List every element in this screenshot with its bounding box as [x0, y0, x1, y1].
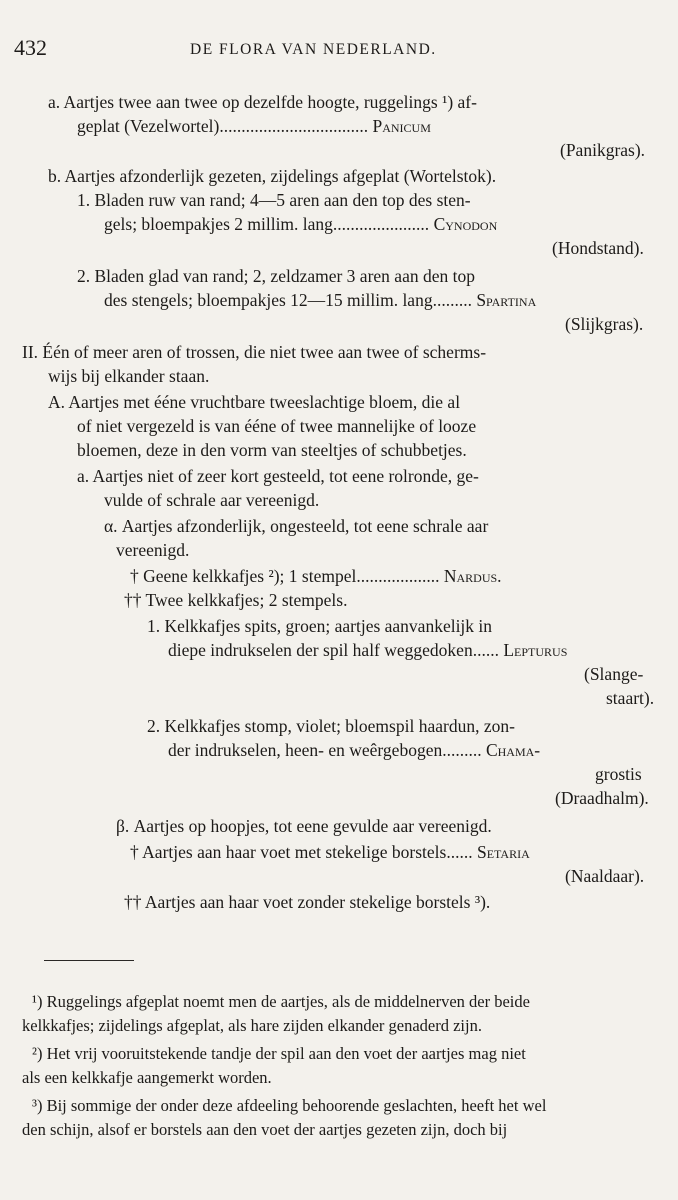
key-text: staart). — [606, 688, 655, 708]
footnote-rule — [44, 960, 134, 961]
key-line — [116, 538, 678, 562]
key-text: (Hondstand). — [552, 238, 644, 258]
key-line — [560, 138, 678, 162]
key-text: 1. Kelkkafjes spits, groen; aartjes aanvankelijk in — [147, 616, 493, 636]
key-text: grostis — [595, 764, 642, 784]
key-text: vereenigd. — [116, 540, 190, 560]
key-line — [147, 614, 678, 638]
genus-name: Nardus. — [439, 566, 502, 586]
key-text: (Naaldaar). — [565, 866, 645, 886]
key-line — [595, 762, 678, 786]
running-title: DE FLORA VAN NEDERLAND. — [190, 41, 437, 58]
key-text: 1. Bladen ruw van rand; 4—5 aren aan den top des sten- — [77, 190, 471, 210]
key-line — [48, 90, 678, 114]
key-line — [48, 390, 678, 414]
key-line — [130, 564, 678, 588]
key-line — [77, 464, 678, 488]
genus-name: Cynodon — [429, 214, 498, 234]
key-text: II. Één of meer aren of trossen, die niet twee aan twee of scherms- — [22, 342, 487, 362]
key-text: †† Twee kelkkafjes; 2 stempels. — [124, 590, 348, 610]
footnote-line — [22, 1066, 678, 1090]
key-line — [565, 864, 678, 888]
key-text: gels; bloempakjes 2 millim. lang...................... — [104, 214, 430, 234]
key-text: α. Aartjes afzonderlijk, ongesteeld, tot eene schrale aar — [104, 516, 489, 536]
key-line — [104, 288, 678, 312]
genus-name: Spartina — [471, 290, 537, 310]
key-line — [77, 414, 678, 438]
key-line — [48, 164, 678, 188]
key-text: † Aartjes aan haar voet met stekelige borstels...... — [130, 842, 473, 862]
key-line — [77, 438, 678, 462]
footnote-line — [32, 1042, 678, 1066]
key-line — [147, 714, 678, 738]
footnote-text: ¹) Ruggelings afgeplat noemt men de aartjes, als de middelnerven der beide — [32, 992, 530, 1011]
key-line — [77, 114, 678, 138]
key-text: (Slange- — [584, 664, 644, 684]
key-line — [104, 212, 678, 236]
key-text: des stengels; bloempakjes 12—15 millim. lang......... — [104, 290, 472, 310]
key-line — [104, 514, 678, 538]
key-line — [77, 188, 678, 212]
key-text: (Draadhalm). — [555, 788, 649, 808]
footnote-text: ²) Het vrij vooruitstekende tandje der spil aan den voet der aartjes mag niet — [32, 1044, 526, 1063]
key-line — [116, 814, 678, 838]
page-number: 432 — [14, 35, 47, 60]
key-text: wijs bij elkander staan. — [48, 366, 210, 386]
key-line — [584, 662, 678, 686]
key-line — [124, 588, 678, 612]
key-text: (Panikgras). — [560, 140, 646, 160]
key-line — [22, 340, 678, 364]
key-text: bloemen, deze in den vorm van steeltjes of schubbetjes. — [77, 440, 467, 460]
key-line — [48, 364, 678, 388]
key-text: der indrukselen, heen- en weêrgebogen......... — [168, 740, 482, 760]
genus-name: Panicum — [368, 116, 431, 136]
key-text: of niet vergezeld is van ééne of twee mannelijke of looze — [77, 416, 477, 436]
key-line — [555, 786, 678, 810]
key-text: A. Aartjes met ééne vruchtbare tweeslachtige bloem, die al — [48, 392, 461, 412]
key-text: 2. Kelkkafjes stomp, violet; bloemspil haardun, zon- — [147, 716, 515, 736]
footnote-text: ³) Bij sommige der onder deze afdeeling behoorende geslachten, heeft het wel — [32, 1096, 547, 1115]
footnote-text: als een kelkkafje aangemerkt worden. — [22, 1068, 272, 1087]
key-line — [124, 890, 678, 914]
key-text: † Geene kelkkafjes ²); 1 stempel................... — [130, 566, 440, 586]
key-text: diepe indrukselen der spil half weggedoken...... — [168, 640, 499, 660]
footnote-text: kelkkafjes; zijdelings afgeplat, als hare zijden elkander genaderd zijn. — [22, 1016, 482, 1035]
key-text: (Slijkgras). — [565, 314, 644, 334]
key-line — [552, 236, 678, 260]
key-text: b. Aartjes afzonderlijk gezeten, zijdelings afgeplat (Wortelstok). — [48, 166, 497, 186]
key-line — [77, 264, 678, 288]
key-line — [606, 686, 678, 710]
key-text: 2. Bladen glad van rand; 2, zeldzamer 3 aren aan den top — [77, 266, 475, 286]
genus-name: Setaria — [472, 842, 530, 862]
footnote-line — [32, 1094, 678, 1118]
genus-name: Lepturus — [498, 640, 568, 660]
key-text: β. Aartjes op hoopjes, tot eene gevulde aar vereenigd. — [116, 816, 492, 836]
key-text: a. Aartjes niet of zeer kort gesteeld, tot eene rolronde, ge- — [77, 466, 479, 486]
key-text: †† Aartjes aan haar voet zonder stekelige borstels ³). — [124, 892, 491, 912]
key-line — [168, 638, 678, 662]
key-text: vulde of schrale aar vereenigd. — [104, 490, 320, 510]
footnote-line — [22, 1014, 678, 1038]
key-text: geplat (Vezelwortel).................................. — [77, 116, 369, 136]
footnote-text: den schijn, alsof er borstels aan den voet der aartjes gezeten zijn, doch bij — [22, 1120, 508, 1139]
key-line — [168, 738, 678, 762]
key-text: a. Aartjes twee aan twee op dezelfde hoogte, ruggelings ¹) af- — [48, 92, 477, 112]
key-line — [130, 840, 678, 864]
key-line — [565, 312, 678, 336]
footnote-line — [22, 1118, 678, 1142]
genus-name: Chama- — [481, 740, 541, 760]
footnote-line — [32, 990, 678, 1014]
key-line — [104, 488, 678, 512]
